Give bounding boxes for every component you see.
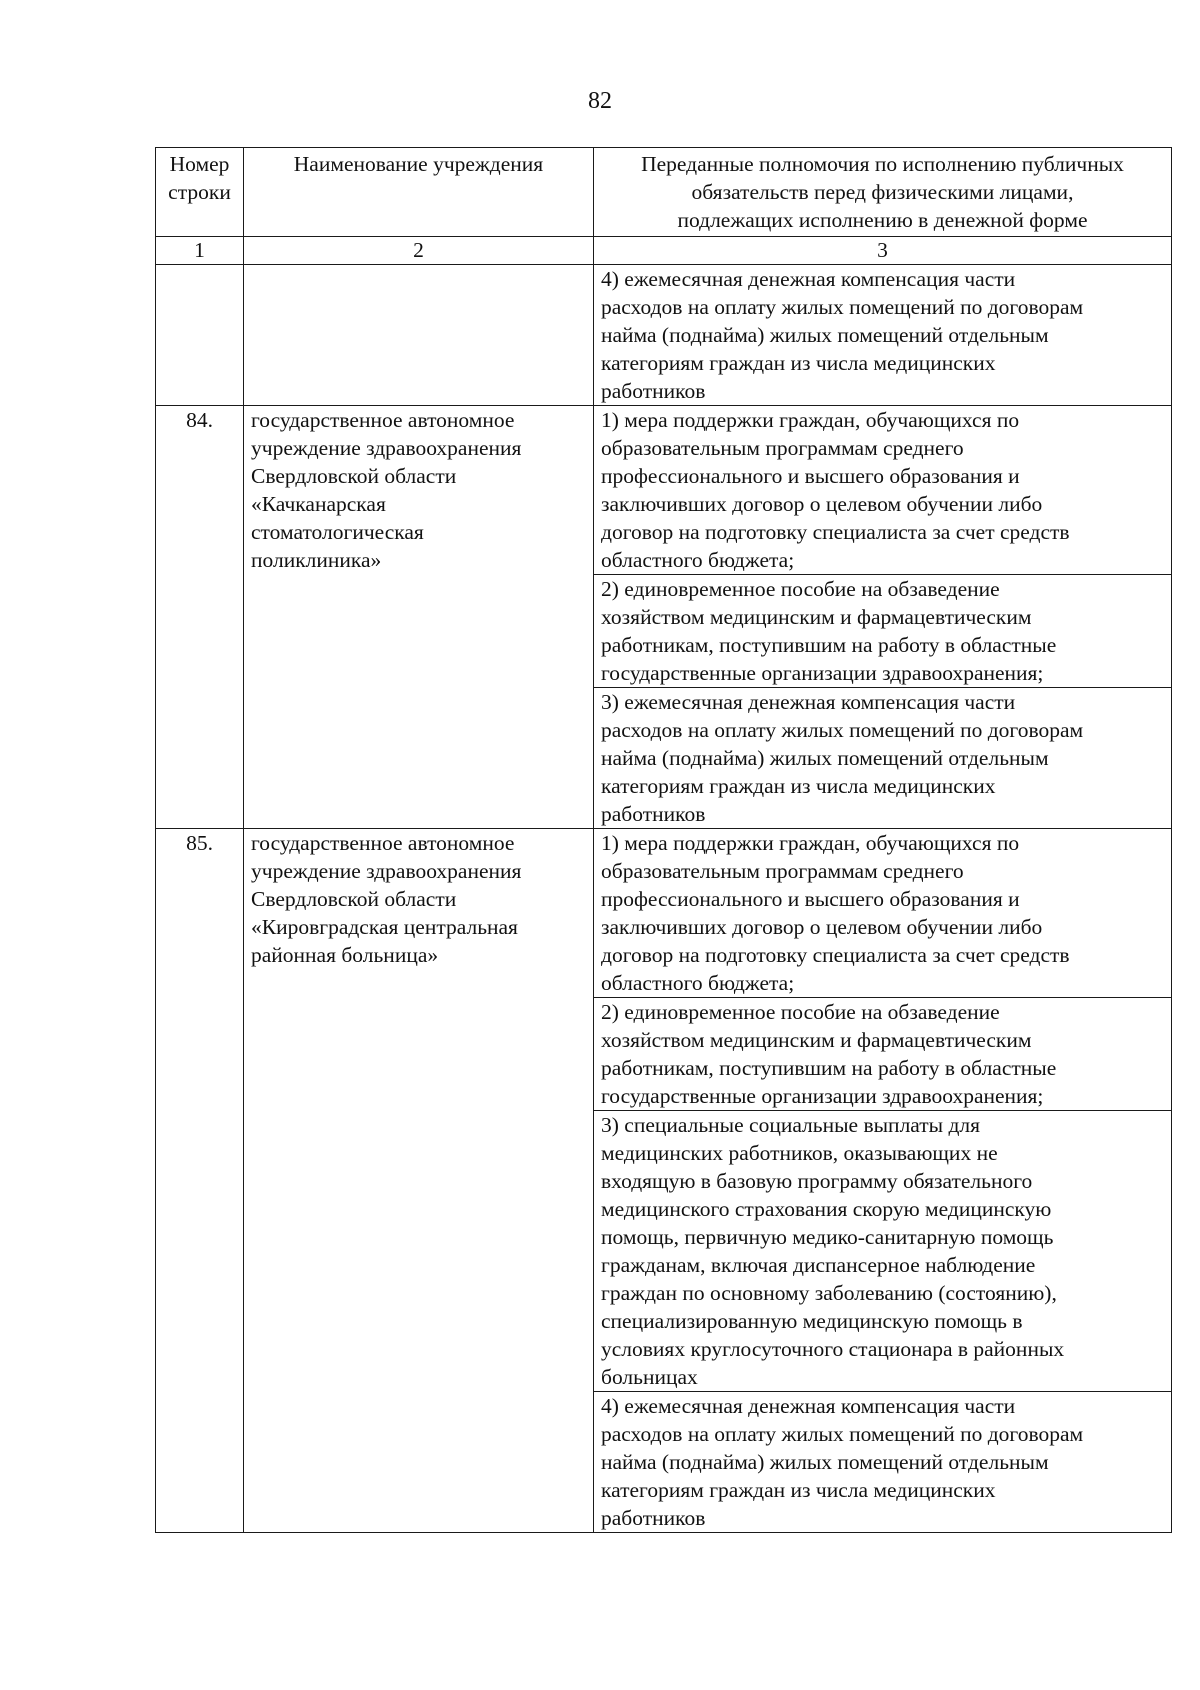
power-text-line: 3) специальные социальные выплаты для bbox=[601, 1113, 981, 1137]
column-number: 3 bbox=[594, 237, 1172, 265]
table-row bbox=[156, 829, 1172, 998]
power-text-line: категориям граждан из числа медицинских bbox=[601, 774, 996, 798]
power-text-line: 1) мера поддержки граждан, обучающихся по bbox=[601, 408, 1020, 432]
column-number: 2 bbox=[244, 237, 594, 265]
row-number-cell: 84. bbox=[156, 406, 244, 829]
power-text-line: договор на подготовку специалиста за счет средств bbox=[601, 943, 1070, 967]
power-text-line: медицинского страхования скорую медицинскую bbox=[601, 1197, 1052, 1221]
power-text-line: найма (поднайма) жилых помещений отдельным bbox=[601, 746, 1049, 770]
institution-cell bbox=[244, 829, 594, 1533]
power-cell bbox=[594, 265, 1172, 406]
power-text-line: входящую в базовую программу обязательного bbox=[601, 1169, 1033, 1193]
power-cell bbox=[594, 829, 1172, 998]
power-cell bbox=[594, 998, 1172, 1111]
power-text-line: 2) единовременное пособие на обзаведение bbox=[601, 1000, 1000, 1024]
header-delegated-powers bbox=[594, 148, 1172, 237]
institution-text-line: учреждение здравоохранения bbox=[251, 436, 522, 460]
power-text-line: профессионального и высшего образования и bbox=[601, 464, 1020, 488]
power-text-line: договор на подготовку специалиста за счет средств bbox=[601, 520, 1070, 544]
table-header-row bbox=[156, 148, 1172, 237]
column-number: 1 bbox=[156, 237, 244, 265]
power-text-line: условиях круглосуточного стационара в районных bbox=[601, 1337, 1065, 1361]
table-row bbox=[156, 406, 1172, 575]
power-text-line: больницах bbox=[601, 1365, 698, 1389]
institution-text-line: «Кировградская центральная bbox=[251, 915, 518, 939]
power-text-line: категориям граждан из числа медицинских bbox=[601, 351, 996, 375]
power-text-line: расходов на оплату жилых помещений по договорам bbox=[601, 718, 1084, 742]
power-text-line: категориям граждан из числа медицинских bbox=[601, 1478, 996, 1502]
power-text-line: 2) единовременное пособие на обзаведение bbox=[601, 577, 1000, 601]
power-text-line: 4) ежемесячная денежная компенсация части bbox=[601, 267, 1016, 291]
power-cell bbox=[594, 575, 1172, 688]
header-text-line: строки bbox=[168, 180, 231, 204]
power-text-line: образовательным программам среднего bbox=[601, 859, 964, 883]
power-text-line: областного бюджета; bbox=[601, 971, 795, 995]
power-text-line: расходов на оплату жилых помещений по договорам bbox=[601, 295, 1084, 319]
institution-text-line: «Качканарская bbox=[251, 492, 386, 516]
page-number: 82 bbox=[588, 88, 612, 114]
institution-text-line: государственное автономное bbox=[251, 831, 515, 855]
institution-cell bbox=[244, 406, 594, 829]
power-text-line: найма (поднайма) жилых помещений отдельным bbox=[601, 323, 1049, 347]
power-text-line: 4) ежемесячная денежная компенсация части bbox=[601, 1394, 1016, 1418]
institution-text-line: учреждение здравоохранения bbox=[251, 859, 522, 883]
power-text-line: работников bbox=[601, 379, 706, 403]
power-text-line: работникам, поступившим на работу в областные bbox=[601, 1056, 1057, 1080]
power-text-line: хозяйством медицинским и фармацевтическим bbox=[601, 605, 1032, 629]
powers-table bbox=[155, 147, 1172, 1533]
row-number-cell bbox=[156, 265, 244, 406]
power-text-line: расходов на оплату жилых помещений по договорам bbox=[601, 1422, 1084, 1446]
power-text-line: гражданам, включая диспансерное наблюдение bbox=[601, 1253, 1036, 1277]
power-text-line: работников bbox=[601, 1506, 706, 1530]
power-cell bbox=[594, 1392, 1172, 1533]
header-text-line: Переданные полномочия по исполнению публичных bbox=[641, 152, 1124, 176]
institution-text-line: Свердловской области bbox=[251, 887, 457, 911]
row-number-cell: 85. bbox=[156, 829, 244, 1533]
power-text-line: областного бюджета; bbox=[601, 548, 795, 572]
institution-text-line: районная больница» bbox=[251, 943, 439, 967]
header-text-line: Наименование учреждения bbox=[293, 152, 544, 176]
header-text-line: обязательств перед физическими лицами, bbox=[691, 180, 1074, 204]
power-text-line: 1) мера поддержки граждан, обучающихся по bbox=[601, 831, 1020, 855]
power-text-line: государственные организации здравоохранения; bbox=[601, 1084, 1044, 1108]
institution-cell bbox=[244, 265, 594, 406]
power-cell bbox=[594, 1111, 1172, 1392]
institution-text-line: Свердловской области bbox=[251, 464, 457, 488]
power-cell bbox=[594, 406, 1172, 575]
power-text-line: заключивших договор о целевом обучении либо bbox=[601, 492, 1043, 516]
power-text-line: работников bbox=[601, 802, 706, 826]
header-row-number bbox=[156, 148, 244, 237]
institution-text-line: поликлиника» bbox=[251, 548, 382, 572]
power-text-line: специализированную медицинскую помощь в bbox=[601, 1309, 1023, 1333]
power-text-line: заключивших договор о целевом обучении либо bbox=[601, 915, 1043, 939]
institution-text-line: государственное автономное bbox=[251, 408, 515, 432]
power-text-line: работникам, поступившим на работу в областные bbox=[601, 633, 1057, 657]
power-text-line: граждан по основному заболеванию (состоянию), bbox=[601, 1281, 1057, 1305]
power-text-line: найма (поднайма) жилых помещений отдельным bbox=[601, 1450, 1049, 1474]
power-text-line: образовательным программам среднего bbox=[601, 436, 964, 460]
table-row bbox=[156, 265, 1172, 406]
header-text-line: Номер bbox=[169, 152, 230, 176]
power-text-line: 3) ежемесячная денежная компенсация части bbox=[601, 690, 1016, 714]
institution-text-line: стоматологическая bbox=[251, 520, 424, 544]
power-cell bbox=[594, 688, 1172, 829]
power-text-line: профессионального и высшего образования и bbox=[601, 887, 1020, 911]
power-text-line: хозяйством медицинским и фармацевтическим bbox=[601, 1028, 1032, 1052]
header-institution-name bbox=[244, 148, 594, 237]
column-number-row bbox=[156, 237, 1172, 265]
header-text-line: подлежащих исполнению в денежной форме bbox=[677, 208, 1088, 232]
power-text-line: государственные организации здравоохранения; bbox=[601, 661, 1044, 685]
power-text-line: медицинских работников, оказывающих не bbox=[601, 1141, 998, 1165]
power-text-line: помощь, первичную медико-санитарную помощь bbox=[601, 1225, 1054, 1249]
